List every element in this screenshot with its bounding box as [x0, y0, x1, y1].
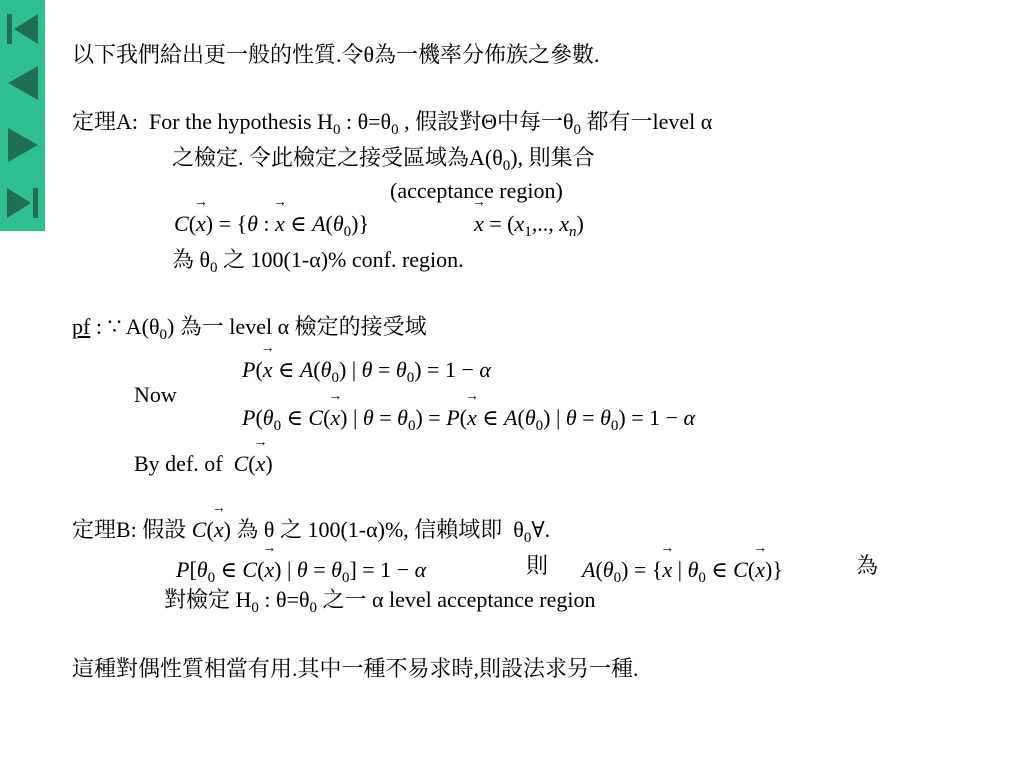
then-label: 則	[526, 553, 549, 578]
wei-label: 為	[856, 553, 879, 578]
theorem-a-line-2-sub: 0	[502, 158, 511, 174]
theorem-b-after-c: 為 θ 之 100(1-α)%, 信賴域即	[236, 517, 503, 542]
confidence-set-formula: C(→ x) = {θ : → x ∈ $A(\theta_0)$}	[174, 211, 369, 237]
sample-vector-formula: → $x = (x_1$,.., $x_n$)	[474, 211, 584, 237]
next-slide-icon	[0, 120, 45, 170]
theorem-b-h-sub: 0	[251, 600, 259, 616]
theorem-a-line-4-sub: 0	[210, 260, 218, 276]
theorem-a-line-2-b: ), 則集合	[510, 145, 595, 170]
theorem-a-line-4	[172, 247, 464, 276]
last-slide-icon	[0, 178, 45, 228]
theorem-a-label: 定理A:	[72, 109, 139, 134]
theorem-b-line-3-a: 對檢定	[164, 587, 231, 612]
theorem-b-theta-sub: 0	[523, 530, 532, 546]
theorem-b-line-3	[164, 587, 596, 616]
theorem-a-h: H	[317, 109, 333, 134]
proof-sub: 0	[159, 327, 167, 343]
theorem-a-each-sub: 0	[573, 122, 582, 138]
previous-slide-icon	[0, 58, 45, 108]
theorem-a-cond-a: : θ=θ	[340, 109, 392, 134]
theorem-a-h-sub: 0	[332, 122, 341, 138]
closing-text: 這種對偶性質相當有用.其中一種不易求時,則設法求另一種.	[72, 656, 639, 681]
intro-text: 以下我們給出更一般的性質.令θ為一機率分佈族之參數.	[72, 42, 600, 67]
theorem-b-line-3-c: 之一 α level acceptance region	[317, 587, 596, 612]
theorem-a-line-2	[172, 145, 595, 174]
theorem-a-cond-b: , 假設對Θ中每一θ	[398, 109, 574, 134]
theorem-b-h: H	[235, 587, 252, 612]
theorem-b-line-1: 定理B: 假設 C(→ x) 為 θ 之 100(1-α)%, 信賴域即 $\theta_0\forall$.	[72, 517, 550, 543]
theorem-b-forall: ∀	[531, 517, 545, 542]
theorem-a-hypothesis-text: For the hypothesis	[149, 109, 312, 134]
proof-formula-2: $P(\theta_0$ ∈ C(→ x) | $\theta = \theta_0) = P(\to x$ ∈ $A(\theta_0)$ | $\theta = \theta_0) = 1 - \alpha$	[242, 405, 695, 431]
theorem-b-theta: θ	[513, 517, 524, 542]
theorem-b-line-3-sub: 0	[309, 600, 318, 616]
slide-nav-bar	[0, 0, 45, 231]
theorem-b-formula-1: $P[\theta_0$ ∈ C(→ x) | $\theta = \theta_0] = 1 - \alpha$	[176, 557, 426, 583]
theorem-b-line-3-b: : θ=θ	[258, 587, 310, 612]
first-slide-icon	[0, 4, 45, 54]
proof-line	[72, 314, 427, 343]
previous-slide-button[interactable]	[0, 58, 45, 108]
first-slide-button[interactable]	[0, 4, 45, 54]
theorem-a-cond-c: 都有一level α	[581, 109, 713, 134]
now-label: Now	[134, 382, 177, 407]
proof-formula-1: P(→ x ∈ $A(\theta_0)$ | $\theta = \theta_0) = 1 - \alpha$	[242, 357, 491, 383]
by-def-label: By def. of	[134, 451, 223, 476]
theorem-a-line-4-a: 為 θ	[172, 247, 211, 272]
proof-rest: ) 為一 level α 檢定的接受域	[166, 314, 427, 339]
theorem-b-label: 定理B: 假設	[72, 517, 187, 542]
last-slide-button[interactable]	[0, 178, 45, 228]
theorem-a-line-2-a: 之檢定. 令此檢定之接受區域為A(θ	[172, 145, 503, 170]
by-def-line: By def. of C(→ x)	[134, 451, 273, 477]
theorem-b-period: .	[544, 517, 551, 542]
theorem-a-cond-sub: 0	[391, 122, 399, 138]
theorem-b-formula-2: $A(\theta_0)$ = {→ x | $\theta_0$ ∈ C(→ x)}	[582, 557, 783, 583]
pf-label: pf	[72, 314, 91, 339]
proof-because: : ∵ A(θ	[90, 314, 160, 339]
theorem-a-line-1	[72, 109, 713, 138]
acceptance-region-label: (acceptance region)	[390, 178, 563, 203]
theorem-a-line-4-b: 之 100(1-α)% conf. region.	[217, 247, 464, 272]
next-slide-button[interactable]	[0, 120, 45, 170]
